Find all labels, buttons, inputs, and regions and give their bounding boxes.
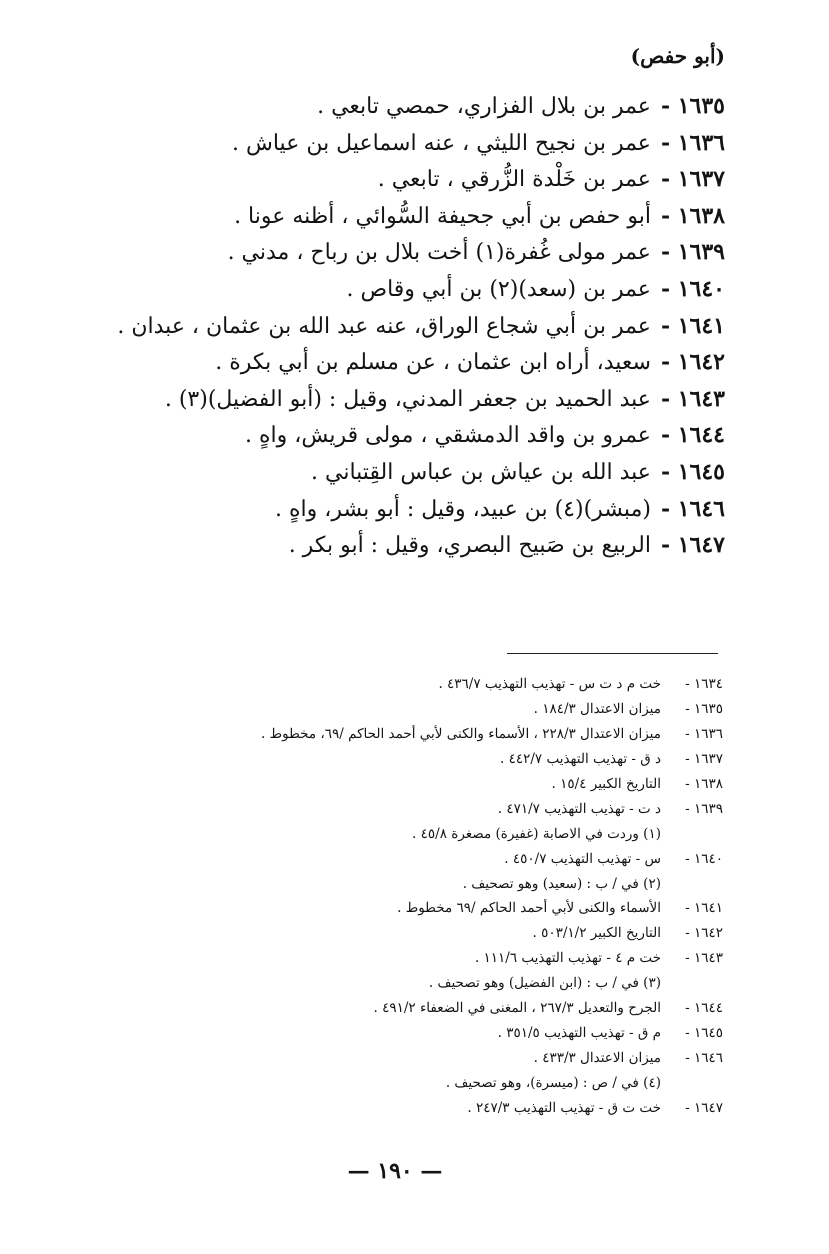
entry-1646	[85, 491, 725, 528]
footnote-4	[83, 1071, 723, 1096]
entry-text: عمر بن أبي شجاع الوراق، عنه عبد الله بن عثمان ، عبدان .	[117, 313, 651, 339]
note-1645	[83, 1021, 723, 1046]
entry-number: ١٦٣٥ -	[660, 93, 725, 119]
footnote-3	[83, 971, 723, 996]
entry-text: أبو حفص بن أبي جحيفة السُّوائي ، أظنه عونا .	[234, 203, 651, 229]
note-number: ١٦٤٦ -	[685, 1050, 723, 1067]
footnote-text: (٤) في / ص : (ميسرة)، وهو تصحيف .	[445, 1075, 661, 1091]
entry-1642	[85, 344, 725, 381]
entry-1643	[85, 381, 725, 418]
note-text: الجرح والتعديل ٢٦٧/٣ ، المغنى في الضعفاء ٤٩١/٢ .	[373, 1000, 661, 1017]
entry-text: عمرو بن واقد الدمشقي ، مولى قريش، واهٍ .	[245, 423, 651, 449]
note-number: ١٦٤١ -	[685, 900, 723, 917]
entry-1635	[85, 88, 725, 125]
entries-list	[85, 88, 725, 564]
footnote-2	[83, 872, 723, 897]
footnote-divider	[507, 653, 718, 654]
entry-1636	[85, 125, 725, 162]
entry-text: سعيد، أراه ابن عثمان ، عن مسلم بن أبي بكرة .	[215, 350, 651, 376]
note-text: التاريخ الكبير ٥٠٣/١/٢ .	[532, 925, 661, 942]
note-text: م ق - تهذيب التهذيب ٣٥١/٥ .	[497, 1025, 661, 1042]
entry-text: عبد الله بن عياش بن عباس القِتباني .	[311, 459, 651, 485]
note-1647	[83, 1096, 723, 1121]
entry-text: الربيع بن صَبيح البصري، وقيل : أبو بكر .	[288, 533, 651, 559]
note-text: الأسماء والكنى لأبي أحمد الحاكم /٦٩ مخطوط .	[397, 900, 661, 917]
entry-text: (مبشر)(٤) بن عبيد، وقيل : أبو بشر، واهٍ .	[275, 496, 651, 522]
note-number: ١٦٤٠ -	[685, 850, 723, 867]
note-text: خت م ٤ - تهذيب التهذيب ١١١/٦ .	[474, 950, 661, 967]
footnote-text: (٢) في / ب : (سعيد) وهو تصحيف .	[462, 875, 661, 892]
note-1637	[83, 747, 723, 772]
note-1634	[83, 672, 723, 697]
note-1646	[83, 1046, 723, 1071]
note-1639	[83, 797, 723, 822]
note-text: د ت - تهذيب التهذيب ٤٧١/٧ .	[497, 800, 661, 817]
note-1642	[83, 921, 723, 946]
note-text: ميزان الاعتدال ٤٣٣/٣ .	[533, 1050, 661, 1067]
entry-number: ١٦٤٧ -	[660, 532, 725, 559]
entry-1638	[85, 198, 725, 235]
note-1636	[83, 722, 723, 747]
note-number: ١٦٤٤ -	[685, 1000, 723, 1017]
entry-number: ١٦٤٢ -	[660, 349, 725, 376]
note-1641	[83, 896, 723, 921]
footnotes-list	[83, 672, 723, 1121]
note-text: س - تهذيب التهذيب ٤٥٠/٧ .	[504, 850, 661, 867]
note-text: خت م د ت س - تهذيب التهذيب ٤٣٦/٧ .	[438, 676, 661, 692]
note-1644	[83, 996, 723, 1021]
entry-number: ١٦٣٩ -	[660, 239, 725, 266]
entry-1640	[85, 271, 725, 308]
footnote-text: (٣) في / ب : (ابن الفضيل) وهو تصحيف .	[428, 975, 661, 992]
entry-1647	[85, 527, 725, 564]
entry-text: عمر بن نجيح الليثي ، عنه اسماعيل بن عياش .	[232, 130, 651, 156]
note-number: ١٦٤٢ -	[685, 925, 723, 942]
note-text: ميزان الاعتدال ١٨٤/٣ .	[533, 700, 661, 717]
entry-1645	[85, 454, 725, 491]
running-header: (أبو حفص)	[630, 44, 725, 68]
entry-number: ١٦٣٨ -	[660, 202, 725, 229]
note-number: ١٦٣٨ -	[685, 775, 723, 792]
entry-number: ١٦٤٤ -	[660, 422, 725, 449]
entry-1637	[85, 161, 725, 198]
entry-number: ١٦٣٧ -	[660, 166, 725, 193]
entry-text: عبد الحميد بن جعفر المدني، وقيل : (أبو الفضيل)(٣) .	[164, 386, 651, 412]
note-text: التاريخ الكبير ١٥/٤ .	[551, 775, 661, 792]
entry-number: ١٦٤١ -	[660, 312, 725, 339]
entry-number: ١٦٤٥ -	[660, 458, 725, 485]
footnote-text: (١) وردت في الاصابة (غفيرة) مصغرة ٤٥/٨ .	[412, 825, 661, 842]
note-1640	[83, 847, 723, 872]
note-number: ١٦٤٧ -	[685, 1099, 723, 1116]
note-number: ١٦٤٣ -	[685, 950, 723, 967]
entry-text: عمر بن (سعد)(٢) بن أبي وقاص .	[346, 276, 651, 302]
note-number: ١٦٣٦ -	[685, 725, 723, 742]
footnote-1	[83, 822, 723, 847]
note-1643	[83, 946, 723, 971]
note-number: ١٦٣٥ -	[685, 700, 723, 717]
entry-text: عمر بن بلال الفزاري، حمصي تابعي .	[317, 94, 651, 119]
entry-1644	[85, 417, 725, 454]
note-number: ١٦٣٧ -	[685, 750, 723, 767]
note-1638	[83, 772, 723, 797]
note-1635	[83, 697, 723, 722]
page-number: — ١٩٠ —	[347, 1158, 443, 1184]
entry-1641	[85, 308, 725, 345]
entry-number: ١٦٣٦ -	[660, 129, 725, 156]
note-number: ١٦٣٤ -	[685, 676, 723, 692]
note-number: ١٦٤٥ -	[685, 1025, 723, 1042]
entry-text: عمر بن خَلْدة الزُّرقي ، تابعي .	[377, 167, 651, 193]
note-number: ١٦٣٩ -	[685, 800, 723, 817]
entry-number: ١٦٤٣ -	[660, 385, 725, 412]
note-text: د ق - تهذيب التهذيب ٤٤٢/٧ .	[500, 750, 661, 767]
entry-1639	[85, 234, 725, 271]
note-text: خت ت ق - تهذيب التهذيب ٢٤٧/٣ .	[467, 1099, 661, 1116]
entry-text: عمر مولى غُفرة(١) أخت بلال بن رباح ، مدني .	[227, 240, 651, 266]
note-text: ميزان الاعتدال ٢٢٨/٣ ، الأسماء والكنى لأبي أحمد الحاكم /٦٩، مخطوط .	[261, 725, 661, 742]
entry-number: ١٦٤٠ -	[660, 275, 725, 302]
entry-number: ١٦٤٦ -	[660, 495, 725, 522]
